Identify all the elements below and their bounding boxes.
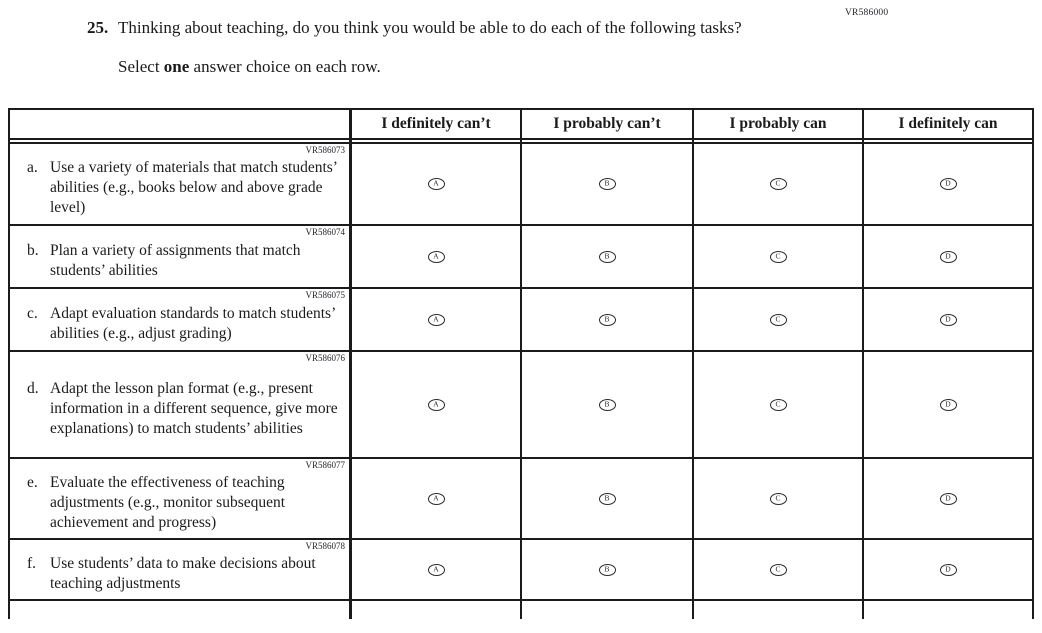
answer-bubble-b[interactable]: [520, 459, 692, 538]
row-code: VR586078: [305, 541, 345, 551]
row-code: VR586073: [305, 145, 345, 155]
bubble-oval[interactable]: B: [599, 251, 616, 263]
bubble-oval[interactable]: B: [599, 399, 616, 411]
bubble-oval[interactable]: A: [428, 178, 445, 190]
table-row-b: [10, 226, 1032, 289]
row-label-cell: [10, 289, 349, 350]
row-text: Plan a variety of assignments that match students’ abilities: [50, 241, 301, 279]
bubble-oval[interactable]: D: [940, 564, 957, 576]
answer-bubble-d[interactable]: [862, 352, 1032, 457]
bubble-oval[interactable]: B: [599, 314, 616, 326]
answer-bubble-a[interactable]: [349, 289, 520, 350]
instruction-suffix: answer choice on each row.: [189, 57, 381, 76]
question-instruction: [118, 55, 790, 78]
answer-bubble-c[interactable]: [692, 540, 862, 599]
row-letter: f.: [27, 554, 37, 572]
bubble-oval[interactable]: C: [770, 564, 787, 576]
answer-bubble-b[interactable]: [520, 144, 692, 224]
bubble-oval[interactable]: D: [940, 493, 957, 505]
bubble-oval[interactable]: C: [770, 493, 787, 505]
bubble-oval[interactable]: D: [940, 178, 957, 190]
row-code: VR586075: [305, 290, 345, 300]
column-header-definitely-can: I definitely can: [862, 110, 1032, 138]
bubble-oval[interactable]: A: [428, 314, 445, 326]
row-label-cell: [10, 540, 349, 599]
row-letter: d.: [27, 379, 39, 397]
column-header-probably-cant: I probably can’t: [520, 110, 692, 138]
bubble-oval[interactable]: C: [770, 178, 787, 190]
question-text: Thinking about teaching, do you think you would be able to do each of the following tasks?: [118, 18, 742, 37]
answer-bubble-d[interactable]: [862, 144, 1032, 224]
answer-bubble-a[interactable]: [349, 459, 520, 538]
table-header-row: [10, 110, 1032, 138]
instruction-emphasis: one: [163, 57, 190, 76]
instruction-prefix: Select: [118, 57, 164, 76]
answer-bubble-b[interactable]: [520, 352, 692, 457]
table-row-e: [10, 459, 1032, 540]
answer-bubble-a[interactable]: [349, 144, 520, 224]
row-code: VR586074: [305, 227, 345, 237]
answer-bubble-a[interactable]: [349, 540, 520, 599]
form-code: VR586000: [845, 8, 889, 18]
row-text: Adapt evaluation standards to match students’ abilities (e.g., adjust grading): [50, 304, 336, 342]
bubble-oval[interactable]: D: [940, 251, 957, 263]
bubble-oval[interactable]: A: [428, 493, 445, 505]
table-row-a: [10, 144, 1032, 226]
bubble-oval[interactable]: C: [770, 314, 787, 326]
row-code: VR586077: [305, 460, 345, 470]
question-block: [87, 16, 793, 78]
row-text: Use students’ data to make decisions about teaching adjustments: [50, 554, 316, 592]
row-label-cell: [10, 352, 349, 457]
header-empty-cell: [10, 110, 349, 138]
answer-bubble-b[interactable]: [520, 540, 692, 599]
bubble-oval[interactable]: B: [599, 493, 616, 505]
answer-bubble-d[interactable]: [862, 226, 1032, 287]
answer-bubble-c[interactable]: [692, 459, 862, 538]
row-code: VR586076: [305, 353, 345, 363]
bubble-oval[interactable]: C: [770, 251, 787, 263]
answer-bubble-d[interactable]: [862, 459, 1032, 538]
column-header-probably-can: I probably can: [692, 110, 862, 138]
row-text: Evaluate the effectiveness of teaching adjustments (e.g., monitor subsequent achievement and progress): [50, 473, 286, 531]
bubble-oval[interactable]: D: [940, 399, 957, 411]
question-number: 25.: [87, 18, 109, 37]
answer-bubble-c[interactable]: [692, 144, 862, 224]
bubble-oval[interactable]: A: [428, 251, 445, 263]
table-row-c: [10, 289, 1032, 352]
row-letter: b.: [27, 241, 39, 259]
bubble-oval[interactable]: A: [428, 564, 445, 576]
bubble-oval[interactable]: D: [940, 314, 957, 326]
table-row-cutoff: [10, 601, 1032, 619]
question-body: [118, 16, 790, 78]
answer-bubble-c[interactable]: [692, 226, 862, 287]
row-text: Adapt the lesson plan format (e.g., present information in a different sequence, give more explanations) to match students’ abilities: [50, 379, 338, 437]
answer-bubble-a[interactable]: [349, 352, 520, 457]
response-table: [8, 108, 1034, 619]
table-row-d: [10, 352, 1032, 459]
answer-bubble-a[interactable]: [349, 226, 520, 287]
answer-bubble-d[interactable]: [862, 289, 1032, 350]
row-letter: c.: [27, 304, 38, 322]
bubble-oval[interactable]: C: [770, 399, 787, 411]
bubble-oval[interactable]: B: [599, 178, 616, 190]
row-label-cell: [10, 459, 349, 538]
answer-bubble-c[interactable]: [692, 352, 862, 457]
bubble-oval[interactable]: B: [599, 564, 616, 576]
row-text: Use a variety of materials that match students’ abilities (e.g., books below and above grade level): [50, 159, 337, 216]
answer-bubble-b[interactable]: [520, 289, 692, 350]
table-row-f: [10, 540, 1032, 601]
row-letter: e.: [27, 473, 38, 491]
answer-bubble-c[interactable]: [692, 289, 862, 350]
row-letter: a.: [27, 159, 38, 176]
answer-bubble-d[interactable]: [862, 540, 1032, 599]
answer-bubble-b[interactable]: [520, 226, 692, 287]
bubble-oval[interactable]: A: [428, 399, 445, 411]
column-header-definitely-cant: I definitely can’t: [349, 110, 520, 138]
row-label-cell: [10, 226, 349, 287]
row-label-cell: [10, 144, 349, 224]
